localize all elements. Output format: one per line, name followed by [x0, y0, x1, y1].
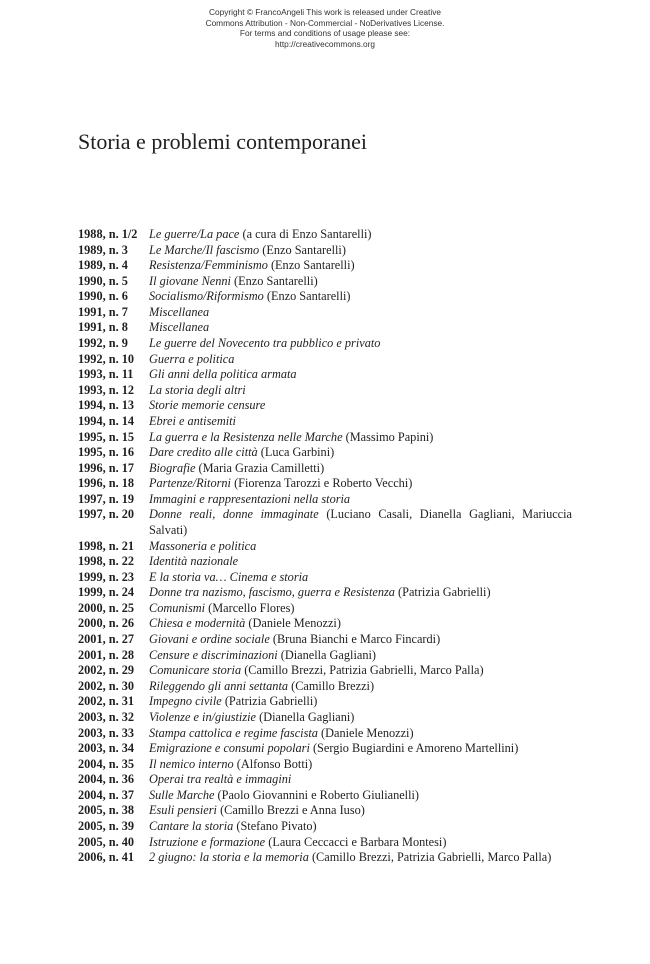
issue-description	[149, 476, 572, 492]
issue-title: Censure e discriminazioni	[149, 647, 278, 662]
issue-number: 1992, n. 9	[78, 336, 128, 351]
issue-authors: (Dianella Gagliani)	[259, 709, 355, 724]
issue-description	[149, 352, 572, 368]
issue-description	[149, 835, 572, 851]
issue-description	[149, 367, 572, 383]
issue-entry	[78, 601, 572, 617]
issue-entry	[78, 632, 572, 648]
issue-description	[149, 398, 572, 414]
issue-number: 2000, n. 25	[78, 600, 135, 615]
issue-entry	[78, 741, 572, 757]
issue-number: 1997, n. 20	[78, 507, 135, 522]
issue-description	[149, 320, 572, 336]
issue-number: 1995, n. 15	[78, 429, 135, 444]
issue-authors: (Daniele Menozzi)	[248, 616, 341, 631]
issue-number: 2002, n. 31	[78, 694, 135, 709]
issue-title: Donne tra nazismo, fascismo, guerra e Resistenza	[149, 585, 395, 600]
issue-title: Il nemico interno	[149, 756, 234, 771]
issue-description	[149, 601, 572, 617]
issue-entry	[78, 305, 572, 321]
issue-entry	[78, 570, 572, 586]
issue-number: 1991, n. 8	[78, 320, 128, 335]
issue-authors: (Laura Ceccacci e Barbara Montesi)	[268, 834, 447, 849]
issue-entry	[78, 445, 572, 461]
issue-number: 1999, n. 24	[78, 585, 135, 600]
issue-authors: (Camillo Brezzi, Patrizia Gabrielli, Marco Palla)	[311, 850, 552, 865]
issue-number: 1996, n. 18	[78, 476, 135, 491]
issue-description	[149, 414, 572, 430]
issue-number: 1997, n. 19	[78, 491, 135, 506]
issue-title: Miscellanea	[149, 304, 210, 319]
issue-entry	[78, 694, 572, 710]
issue-number: 2002, n. 30	[78, 678, 135, 693]
issue-authors: (Enzo Santarelli)	[262, 242, 346, 257]
issue-title: E la storia va… Cinema e storia	[149, 569, 309, 584]
license-line: Copyright © FrancoAngeli This work is released under Creative	[209, 7, 441, 17]
issue-title: La storia degli altri	[149, 382, 246, 397]
issue-authors: (Patrizia Gabrielli)	[398, 585, 491, 600]
issue-authors: (Stefano Pivato)	[236, 818, 317, 833]
issue-description	[149, 585, 572, 601]
issue-title: Le guerre/La pace	[149, 227, 240, 241]
issue-title: Socialismo/Riformismo	[149, 289, 264, 304]
issue-title: Impegno civile	[149, 694, 222, 709]
issue-entry	[78, 352, 572, 368]
issue-number: 1989, n. 4	[78, 258, 128, 273]
issue-number: 2004, n. 35	[78, 756, 135, 771]
issue-title: Rileggendo gli anni settanta	[149, 678, 289, 693]
issue-number: 1994, n. 14	[78, 413, 135, 428]
issue-entry	[78, 492, 572, 508]
issue-title: Giovani e ordine sociale	[149, 632, 270, 647]
issue-description	[149, 461, 572, 477]
issue-entry	[78, 803, 572, 819]
issue-description	[149, 336, 572, 352]
issue-entry	[78, 414, 572, 430]
issue-title: Cantare la storia	[149, 818, 234, 833]
issue-number: 1994, n. 13	[78, 398, 135, 413]
issue-description	[149, 492, 572, 508]
issue-title: Sulle Marche	[149, 787, 215, 802]
issue-description	[149, 289, 572, 305]
issue-description	[149, 430, 572, 446]
issue-entry	[78, 726, 572, 742]
issue-title: Le guerre del Novecento tra pubblico e privato	[149, 336, 381, 351]
issue-number: 2004, n. 36	[78, 772, 135, 787]
issue-entry	[78, 616, 572, 632]
issue-description	[149, 616, 572, 632]
issue-entry	[78, 819, 572, 835]
issue-number: 1989, n. 3	[78, 242, 128, 257]
issue-description	[149, 788, 572, 804]
issue-number: 2006, n. 41	[78, 850, 135, 865]
issue-number: 2005, n. 40	[78, 834, 135, 849]
issue-entry	[78, 476, 572, 492]
issue-authors: (Dianella Gagliani)	[280, 647, 376, 662]
issue-entry	[78, 367, 572, 383]
issue-description	[149, 305, 572, 321]
license-line: For terms and conditions of usage please see:	[239, 28, 411, 38]
issue-entry	[78, 554, 572, 570]
issue-number: 2001, n. 27	[78, 632, 135, 647]
issue-entry	[78, 757, 572, 773]
issue-entry	[78, 227, 572, 243]
issue-title: Guerra e politica	[149, 351, 235, 366]
issue-title: Biografie	[149, 460, 196, 475]
issue-authors: (Luciano Casali, Dianella Gagliani, Mariuccia Salvati)	[149, 507, 573, 537]
issue-title: Comunicare storia	[149, 663, 242, 678]
issue-entry	[78, 850, 572, 866]
issue-number: 2003, n. 34	[78, 741, 135, 756]
issue-authors: (Patrizia Gabrielli)	[224, 694, 318, 709]
issue-description	[149, 741, 572, 757]
issue-entry	[78, 274, 572, 290]
issue-title: Massoneria e politica	[149, 538, 257, 553]
issue-description	[149, 274, 572, 290]
issue-authors: (a cura di Enzo Santarelli)	[242, 227, 372, 241]
issue-number: 2005, n. 39	[78, 818, 135, 833]
issue-authors: (Paolo Giovannini e Roberto Giulianelli)	[217, 787, 420, 802]
issue-title: Operai tra realtà e immagini	[149, 772, 292, 787]
issue-authors: (Massimo Papini)	[345, 429, 434, 444]
issue-authors: (Camillo Brezzi e Anna Iuso)	[220, 803, 365, 818]
issue-number: 2000, n. 26	[78, 616, 135, 631]
issue-title: La guerra e la Resistenza nelle Marche	[149, 429, 343, 444]
issue-authors: (Camillo Brezzi)	[291, 678, 375, 693]
issue-entry	[78, 585, 572, 601]
issue-title: Storie memorie censure	[149, 398, 266, 413]
issue-entry	[78, 383, 572, 399]
issue-description	[149, 772, 572, 788]
issue-entry	[78, 398, 572, 414]
issue-description	[149, 227, 572, 243]
issue-entry	[78, 430, 572, 446]
issue-description	[149, 539, 572, 555]
issue-description	[149, 679, 572, 695]
issue-entry	[78, 648, 572, 664]
issue-description	[149, 694, 572, 710]
issue-description	[149, 445, 572, 461]
issue-entry	[78, 539, 572, 555]
issue-description	[149, 507, 572, 538]
issue-entry	[78, 289, 572, 305]
issue-entry	[78, 710, 572, 726]
issue-description	[149, 803, 572, 819]
issue-description	[149, 570, 572, 586]
issue-title: Emigrazione e consumi popolari	[149, 741, 310, 756]
issue-entry	[78, 663, 572, 679]
issue-authors: (Camillo Brezzi, Patrizia Gabrielli, Marco Palla)	[244, 663, 484, 678]
issue-entry	[78, 336, 572, 352]
issue-description	[149, 258, 572, 274]
issue-title: Violenze e in/giustizie	[149, 709, 257, 724]
issue-number: 1990, n. 6	[78, 289, 128, 304]
issue-authors: (Maria Grazia Camilletti)	[198, 460, 325, 475]
issue-number: 1995, n. 16	[78, 445, 135, 460]
issue-authors: (Bruna Bianchi e Marco Fincardi)	[272, 632, 441, 647]
issue-number: 2004, n. 37	[78, 787, 135, 802]
issue-title: 2 giugno: la storia e la memoria	[149, 850, 309, 865]
issue-number: 1993, n. 12	[78, 382, 135, 397]
issue-authors: (Enzo Santarelli)	[266, 289, 351, 304]
issue-authors: (Enzo Santarelli)	[270, 258, 355, 273]
issue-number: 2002, n. 29	[78, 663, 135, 678]
issue-entry	[78, 507, 572, 538]
issue-number: 2001, n. 28	[78, 647, 135, 662]
license-line: Commons Attribution - Non-Commercial - NoDerivatives License.	[205, 17, 445, 28]
issue-entry	[78, 243, 572, 259]
issue-title: Il giovane Nenni	[149, 273, 231, 288]
issue-entry	[78, 258, 572, 274]
issue-title: Partenze/Ritorni	[149, 476, 231, 491]
issue-number: 1993, n. 11	[78, 367, 134, 382]
issue-authors: (Daniele Menozzi)	[321, 725, 414, 740]
issue-number: 1990, n. 5	[78, 273, 128, 288]
issue-title: Esuli pensieri	[149, 803, 217, 818]
issue-title: Stampa cattolica e regime fascista	[149, 725, 318, 740]
issue-title: Dare credito alle città	[149, 445, 258, 460]
issue-number: 2005, n. 38	[78, 803, 135, 818]
issue-number: 2003, n. 32	[78, 709, 135, 724]
issue-description	[149, 632, 572, 648]
issue-description	[149, 710, 572, 726]
issue-title: Istruzione e formazione	[149, 834, 266, 849]
issue-number: 1992, n. 10	[78, 351, 135, 366]
issue-authors: (Alfonso Botti)	[236, 756, 313, 771]
issue-number: 1991, n. 7	[78, 304, 128, 319]
issue-title: Gli anni della politica armata	[149, 367, 297, 382]
issue-description	[149, 757, 572, 773]
issue-description	[149, 243, 572, 259]
issue-authors: (Marcello Flores)	[208, 600, 295, 615]
issue-authors: (Fiorenza Tarozzi e Roberto Vecchi)	[234, 476, 413, 491]
issue-entry	[78, 320, 572, 336]
issue-description	[149, 819, 572, 835]
issue-title: Donne reali, donne immaginate	[149, 507, 319, 522]
issue-description	[149, 554, 572, 570]
issue-entry	[78, 788, 572, 804]
issue-entry	[78, 679, 572, 695]
issue-entry	[78, 461, 572, 477]
issue-number: 1998, n. 21	[78, 538, 135, 553]
issue-authors: (Sergio Bugiardini e Amoreno Martellini)	[312, 741, 519, 756]
license-line: http://creativecommons.org	[274, 38, 376, 49]
series-title: Storia e problemi contemporanei	[78, 129, 367, 154]
issue-description	[149, 648, 572, 664]
issue-entry	[78, 835, 572, 851]
issue-number: 1999, n. 23	[78, 569, 135, 584]
issue-description	[149, 726, 572, 742]
issue-list	[78, 227, 572, 866]
issue-number: 1998, n. 22	[78, 554, 135, 569]
issue-title: Comunismi	[149, 600, 206, 615]
issue-number: 2003, n. 33	[78, 725, 135, 740]
issue-description	[149, 663, 572, 679]
issue-title: Le Marche/Il fascismo	[149, 242, 260, 257]
issue-description	[149, 383, 572, 399]
issue-authors: (Luca Garbini)	[260, 445, 335, 460]
issue-title: Chiesa e modernità	[149, 616, 246, 631]
issue-title: Identità nazionale	[149, 554, 239, 569]
license-notice	[0, 7, 650, 49]
issue-entry	[78, 772, 572, 788]
issue-number: 1996, n. 17	[78, 460, 135, 475]
issue-number: 1988, n. 1/2	[78, 227, 138, 241]
issue-title: Ebrei e antisemiti	[149, 413, 236, 428]
issue-description	[149, 850, 572, 866]
issue-title: Immagini e rappresentazioni nella storia	[149, 491, 351, 506]
issue-authors: (Enzo Santarelli)	[234, 273, 318, 288]
issue-title: Resistenza/Femminismo	[149, 258, 268, 273]
issue-title: Miscellanea	[149, 320, 210, 335]
